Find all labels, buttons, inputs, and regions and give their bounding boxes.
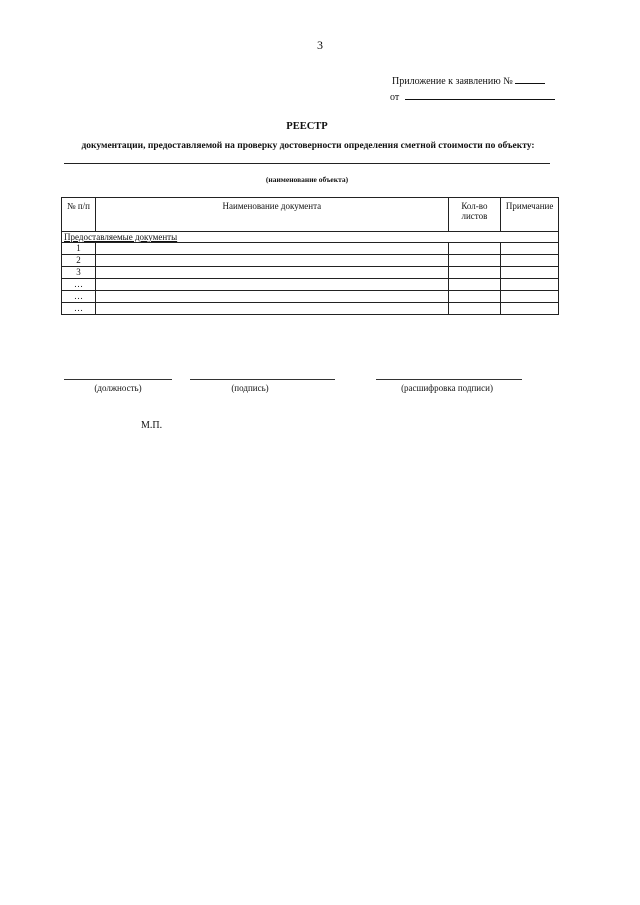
table-row xyxy=(62,291,559,303)
sheet-count-cell xyxy=(448,243,501,255)
appendix-reference xyxy=(392,73,545,87)
table-row xyxy=(62,279,559,291)
document-subtitle: документации, предоставляемой на проверку достоверности определения сметной стоимости по объекту: xyxy=(81,141,535,151)
row-number: … xyxy=(62,303,96,315)
note-cell xyxy=(501,303,559,315)
header-sheet-count: Кол-во листов xyxy=(448,198,501,232)
sheet-count-cell xyxy=(448,279,501,291)
sheet-count-cell xyxy=(448,303,501,315)
document-name-cell xyxy=(96,291,449,303)
row-number: 1 xyxy=(62,243,96,255)
header-note: Примечание xyxy=(501,198,559,232)
date-line xyxy=(390,90,555,103)
row-number: 2 xyxy=(62,255,96,267)
document-name-cell xyxy=(96,243,449,255)
row-number: … xyxy=(62,279,96,291)
page-number: 3 xyxy=(317,38,323,52)
from-label: от xyxy=(390,92,400,103)
table-row xyxy=(62,303,559,315)
sheet-count-cell xyxy=(448,291,501,303)
document-title: РЕЕСТР xyxy=(286,121,328,132)
note-cell xyxy=(501,255,559,267)
table-row xyxy=(62,255,559,267)
stamp-place: М.П. xyxy=(141,420,163,431)
note-cell xyxy=(501,279,559,291)
row-number: 3 xyxy=(62,267,96,279)
object-name-caption: (наименование объекта) xyxy=(265,175,349,184)
decoding-caption: (расшифровка подписи) xyxy=(401,383,493,393)
row-number: … xyxy=(62,291,96,303)
document-name-cell xyxy=(96,279,449,291)
signature-line xyxy=(190,379,335,380)
table-header-row xyxy=(62,198,559,232)
table-row xyxy=(62,243,559,255)
object-name-line xyxy=(64,163,550,164)
sheet-count-cell xyxy=(448,255,501,267)
position-signature-line xyxy=(64,379,172,380)
date-blank xyxy=(405,90,555,100)
table-row xyxy=(62,267,559,279)
decoding-signature-line xyxy=(376,379,522,380)
signature-caption: (подпись) xyxy=(231,383,269,393)
position-caption: (должность) xyxy=(94,383,142,393)
document-name-cell xyxy=(96,303,449,315)
section-title: Предоставляемые документы xyxy=(62,232,559,243)
document-name-cell xyxy=(96,267,449,279)
document-name-cell xyxy=(96,255,449,267)
note-cell xyxy=(501,267,559,279)
section-row xyxy=(62,232,559,243)
sheet-count-cell xyxy=(448,267,501,279)
appendix-label: Приложение к заявлению № xyxy=(392,76,513,87)
application-number-blank xyxy=(515,73,545,84)
header-document-name: Наименование документа xyxy=(96,198,449,232)
note-cell xyxy=(501,291,559,303)
header-number: № п/п xyxy=(62,198,96,232)
registry-table xyxy=(61,197,559,315)
note-cell xyxy=(501,243,559,255)
